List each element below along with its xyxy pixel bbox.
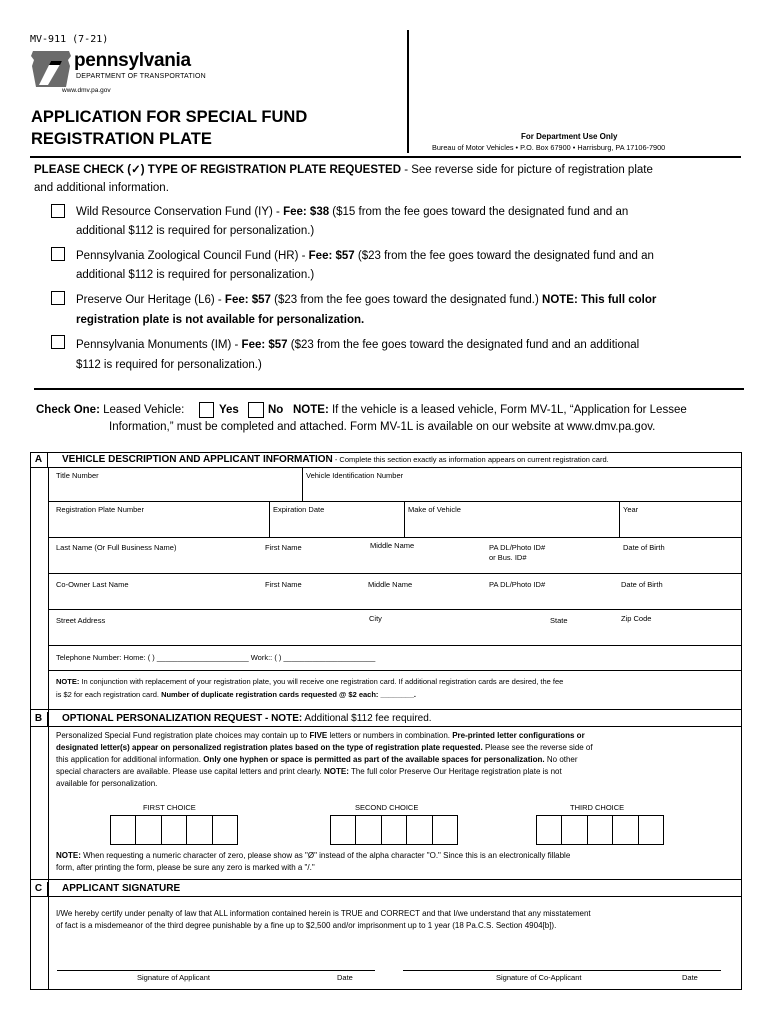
zero-note-line2: form, after printing the form, please be sure any zero is marked with a "/." xyxy=(56,863,315,872)
personalization-text-1: Personalized Special Fund registration plate choices may contain up to FIVE letters or numbers in combination. Pre-printed letter configurations or xyxy=(56,731,585,740)
plate-number-field[interactable]: Registration Plate Number xyxy=(56,505,144,514)
plate-option-hr: Pennsylvania Zoological Council Fund (HR) - Fee: $57 ($23 from the fee goes toward the designated fund and an xyxy=(76,250,654,262)
applicant-date-label: Date xyxy=(337,973,353,982)
leased-no-label: No xyxy=(268,404,284,416)
plate-option-iy: Wild Resource Conservation Fund (IY) - Fee: $38 ($15 from the fee goes toward the designated fund and an xyxy=(76,206,629,218)
co-owner-first-name-field[interactable]: First Name xyxy=(265,580,302,589)
second-choice-label: SECOND CHOICE xyxy=(355,803,419,812)
plate-option-l6: Preserve Our Heritage (L6) - Fee: $57 ($23 from the fee goes toward the designated fund.) NOTE: This full color xyxy=(76,294,657,306)
plate-option-iy-line2: additional $112 is required for personalization.) xyxy=(76,225,315,237)
co-owner-middle-name-field[interactable]: Middle Name xyxy=(368,580,413,589)
leased-no-checkbox[interactable] xyxy=(248,402,264,418)
last-name-field[interactable]: Last Name (Or Full Business Name) xyxy=(56,543,177,552)
rule xyxy=(404,501,405,537)
certification-text-line2: of fact is a misdemeanor of the third degree punishable by a fine up to $2,500 and/or imprisonment up to 1 year (18 Pa.C.S. Section 4904[b]). xyxy=(56,921,557,930)
section-b-letter: B xyxy=(30,712,48,726)
vin-field[interactable]: Vehicle Identification Number xyxy=(306,471,404,480)
section-c-letter: C xyxy=(30,882,48,896)
section-a-left-rule xyxy=(48,467,49,710)
co-applicant-date-label: Date xyxy=(682,973,698,982)
keystone-logo-icon xyxy=(30,49,72,89)
header-rule xyxy=(30,156,741,158)
rule xyxy=(302,467,303,501)
first-choice-label: FIRST CHOICE xyxy=(143,803,196,812)
rule xyxy=(48,501,742,502)
plate-checkbox-hr[interactable] xyxy=(51,247,65,261)
personalization-text-5: available for personalization. xyxy=(56,779,158,788)
applicant-signature-line[interactable] xyxy=(57,970,375,971)
registration-card-note-line2: is $2 for each registration card. Number of duplicate registration cards requested @ $2 each: ________. xyxy=(56,690,416,699)
bus-id-label: or Bus. ID# xyxy=(489,553,527,562)
section-a-title: VEHICLE DESCRIPTION AND APPLICANT INFORMATION - Complete this section exactly as information appears on current registration card. xyxy=(62,454,609,465)
section-c-title: APPLICANT SIGNATURE xyxy=(62,883,181,894)
page-title-line1: APPLICATION FOR SPECIAL FUND xyxy=(31,108,308,126)
third-choice-label: THIRD CHOICE xyxy=(570,803,625,812)
check-instruction-line2: and additional information. xyxy=(34,182,169,194)
check-one-label: Check One: Leased Vehicle: xyxy=(36,404,185,416)
divider xyxy=(34,388,744,390)
page-title-line2: REGISTRATION PLATE xyxy=(31,130,212,148)
section-b-left-rule xyxy=(48,710,49,880)
dob-field[interactable]: Date of Birth xyxy=(623,543,665,552)
rule xyxy=(619,501,620,537)
rule xyxy=(30,726,742,727)
section-c-left-rule xyxy=(48,880,49,990)
plate-checkbox-im[interactable] xyxy=(51,335,65,349)
registration-card-note: NOTE: In conjunction with replacement of your registration plate, you will receive one registration card. If additional registration cards are desired, the fee xyxy=(56,677,564,686)
zip-field[interactable]: Zip Code xyxy=(621,614,652,623)
year-field[interactable]: Year xyxy=(623,505,639,514)
rule xyxy=(48,670,742,671)
first-choice-input[interactable] xyxy=(110,815,238,845)
middle-name-field[interactable]: Middle Name xyxy=(370,541,415,550)
rule xyxy=(48,573,742,574)
co-owner-dob-field[interactable]: Date of Birth xyxy=(621,580,663,589)
lessee-note-line2: Information,” must be completed and attached. Form MV-1L is available on our website at www.dmv.pa.gov. xyxy=(109,421,656,433)
section-a-letter: A xyxy=(30,453,48,467)
plate-checkbox-iy[interactable] xyxy=(51,204,65,218)
make-field[interactable]: Make of Vehicle xyxy=(408,505,461,514)
plate-option-l6-line2: registration plate is not available for personalization. xyxy=(76,314,365,326)
logo-name: pennsylvania xyxy=(74,50,191,71)
street-address-field[interactable]: Street Address xyxy=(56,616,106,625)
personalization-text-2: designated letter(s) appear on personalized registration plates based on the type of registration plate requested. Please see the reverse side of xyxy=(56,743,593,752)
rule xyxy=(48,645,742,646)
personalization-text-3: this application for additional information. Only one hyphen or space is permitted as part of the available spaces for personalization. No other xyxy=(56,755,578,764)
co-applicant-signature-line[interactable] xyxy=(403,970,721,971)
form-number: MV-911 (7-21) xyxy=(30,34,109,45)
co-owner-dl-field[interactable]: PA DL/Photo ID# xyxy=(489,580,546,589)
rule xyxy=(30,896,742,897)
certification-text: I/We hereby certify under penalty of law that ALL information contained herein is TRUE and CORRECT and that I/we understand that any misstatement xyxy=(56,909,591,918)
rule xyxy=(30,467,742,468)
state-field[interactable]: State xyxy=(550,616,568,625)
telephone-field[interactable]: Telephone Number: Home: ( ) ______________________ Work:: ( ) ______________________ xyxy=(56,653,376,662)
second-choice-input[interactable] xyxy=(330,815,458,845)
check-instruction: PLEASE CHECK (✓) TYPE OF REGISTRATION PLATE REQUESTED - See reverse side for picture of registration plate xyxy=(34,164,653,176)
city-field[interactable]: City xyxy=(369,614,382,623)
co-owner-last-name-field[interactable]: Co-Owner Last Name xyxy=(56,580,129,589)
header-divider xyxy=(407,30,409,153)
website: www.dmv.pa.gov xyxy=(62,87,111,94)
department-use-label: For Department Use Only xyxy=(521,132,618,141)
applicant-signature-label: Signature of Applicant xyxy=(137,973,210,982)
bureau-address: Bureau of Motor Vehicles • P.O. Box 67900 • Harrisburg, PA 17106-7900 xyxy=(432,143,666,152)
lessee-note: NOTE: If the vehicle is a leased vehicle, Form MV-1L, “Application for Lessee xyxy=(293,404,687,416)
plate-option-im-line2: $112 is required for personalization.) xyxy=(76,359,262,371)
zero-note: NOTE: When requesting a numeric character of zero, please show as "Ø" instead of the alpha character "O." Since this is an electronically fillable xyxy=(56,851,571,860)
third-choice-input[interactable] xyxy=(536,815,664,845)
expiration-field[interactable]: Expiration Date xyxy=(273,505,325,514)
first-name-field[interactable]: First Name xyxy=(265,543,302,552)
title-number-field[interactable]: Title Number xyxy=(56,471,99,480)
leased-yes-label: Yes xyxy=(219,404,239,416)
rule xyxy=(48,537,742,538)
plate-checkbox-l6[interactable] xyxy=(51,291,65,305)
plate-option-im: Pennsylvania Monuments (IM) - Fee: $57 ($23 from the fee goes toward the designated fund and an additional xyxy=(76,339,640,351)
pa-dl-field[interactable]: PA DL/Photo ID# xyxy=(489,543,546,552)
section-b-title: OPTIONAL PERSONALIZATION REQUEST - NOTE: Additional $112 fee required. xyxy=(62,713,432,724)
rule xyxy=(48,609,742,610)
plate-option-hr-line2: additional $112 is required for personalization.) xyxy=(76,269,315,281)
personalization-text-4: special characters are available. Please use capital letters and print clearly. NOTE: The full color Preserve Our Heritage registration plate is not xyxy=(56,767,562,776)
leased-yes-checkbox[interactable] xyxy=(199,402,214,418)
co-applicant-signature-label: Signature of Co-Applicant xyxy=(496,973,582,982)
rule xyxy=(269,501,270,537)
department-name: DEPARTMENT OF TRANSPORTATION xyxy=(76,73,206,80)
